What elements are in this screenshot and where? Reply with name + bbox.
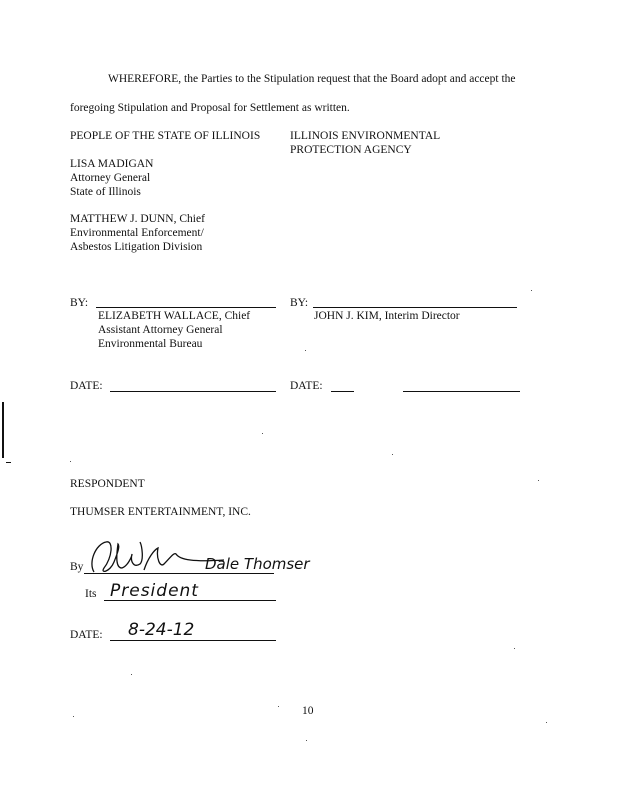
attorney-general-title: Attorney General bbox=[70, 172, 151, 184]
signer-left-title-1: Assistant Attorney General bbox=[98, 324, 223, 336]
by-label-left: BY: bbox=[70, 297, 89, 309]
scan-speck bbox=[531, 290, 532, 291]
respondent-date-line bbox=[110, 640, 276, 641]
attorney-general-name: LISA MADIGAN bbox=[70, 158, 154, 170]
scan-speck bbox=[131, 674, 132, 675]
respondent-label: RESPONDENT bbox=[70, 478, 145, 490]
date-label-left: DATE: bbox=[70, 380, 103, 392]
respondent-handwritten-name: Dale Thomser bbox=[205, 555, 310, 573]
page-number: 10 bbox=[302, 705, 314, 717]
respondent-signature-line bbox=[84, 573, 274, 574]
division-chief-title-2: Asbestos Litigation Division bbox=[70, 241, 203, 253]
intro-line-1: WHEREFORE, the Parties to the Stipulation request that the Board adopt and accept the bbox=[108, 73, 516, 85]
signature-line-left bbox=[96, 307, 276, 308]
date-line-left bbox=[110, 391, 276, 392]
signature-line-right bbox=[313, 307, 517, 308]
respondent-date-label: DATE: bbox=[70, 629, 103, 641]
respondent-title-line bbox=[104, 600, 276, 601]
by-label-right: BY: bbox=[290, 297, 309, 309]
scan-speck bbox=[278, 706, 279, 707]
scan-speck bbox=[546, 722, 547, 723]
intro-line-2: foregoing Stipulation and Proposal for Settlement as written. bbox=[70, 102, 350, 114]
scan-speck bbox=[305, 350, 306, 351]
right-party-heading-2: PROTECTION AGENCY bbox=[290, 144, 412, 156]
respondent-handwritten-date: 8-24-12 bbox=[128, 620, 195, 640]
division-chief-name: MATTHEW J. DUNN, Chief bbox=[70, 213, 205, 225]
signer-left-name: ELIZABETH WALLACE, Chief bbox=[98, 310, 251, 322]
respondent-its-label: Its bbox=[85, 588, 97, 600]
attorney-general-state: State of Illinois bbox=[70, 186, 141, 198]
respondent-company: THUMSER ENTERTAINMENT, INC. bbox=[70, 506, 251, 518]
date-line-right-long bbox=[403, 391, 520, 392]
scan-edge-mark bbox=[2, 402, 4, 458]
scan-speck bbox=[262, 433, 263, 434]
scan-speck bbox=[538, 480, 539, 481]
respondent-handwritten-title: President bbox=[110, 581, 199, 601]
scan-speck bbox=[392, 454, 393, 455]
date-line-right-short bbox=[331, 391, 354, 392]
scan-speck bbox=[70, 461, 71, 462]
scan-speck bbox=[73, 716, 74, 717]
scan-edge-tick bbox=[6, 462, 11, 463]
right-party-heading-1: ILLINOIS ENVIRONMENTAL bbox=[290, 130, 441, 142]
respondent-by-label: By bbox=[70, 561, 84, 573]
division-chief-title-1: Environmental Enforcement/ bbox=[70, 227, 204, 239]
scan-speck bbox=[306, 740, 307, 741]
scan-speck bbox=[514, 648, 515, 649]
signer-right-name: JOHN J. KIM, Interim Director bbox=[314, 310, 460, 322]
date-label-right: DATE: bbox=[290, 380, 323, 392]
left-party-heading: PEOPLE OF THE STATE OF ILLINOIS bbox=[70, 130, 261, 142]
signer-left-title-2: Environmental Bureau bbox=[98, 338, 203, 350]
